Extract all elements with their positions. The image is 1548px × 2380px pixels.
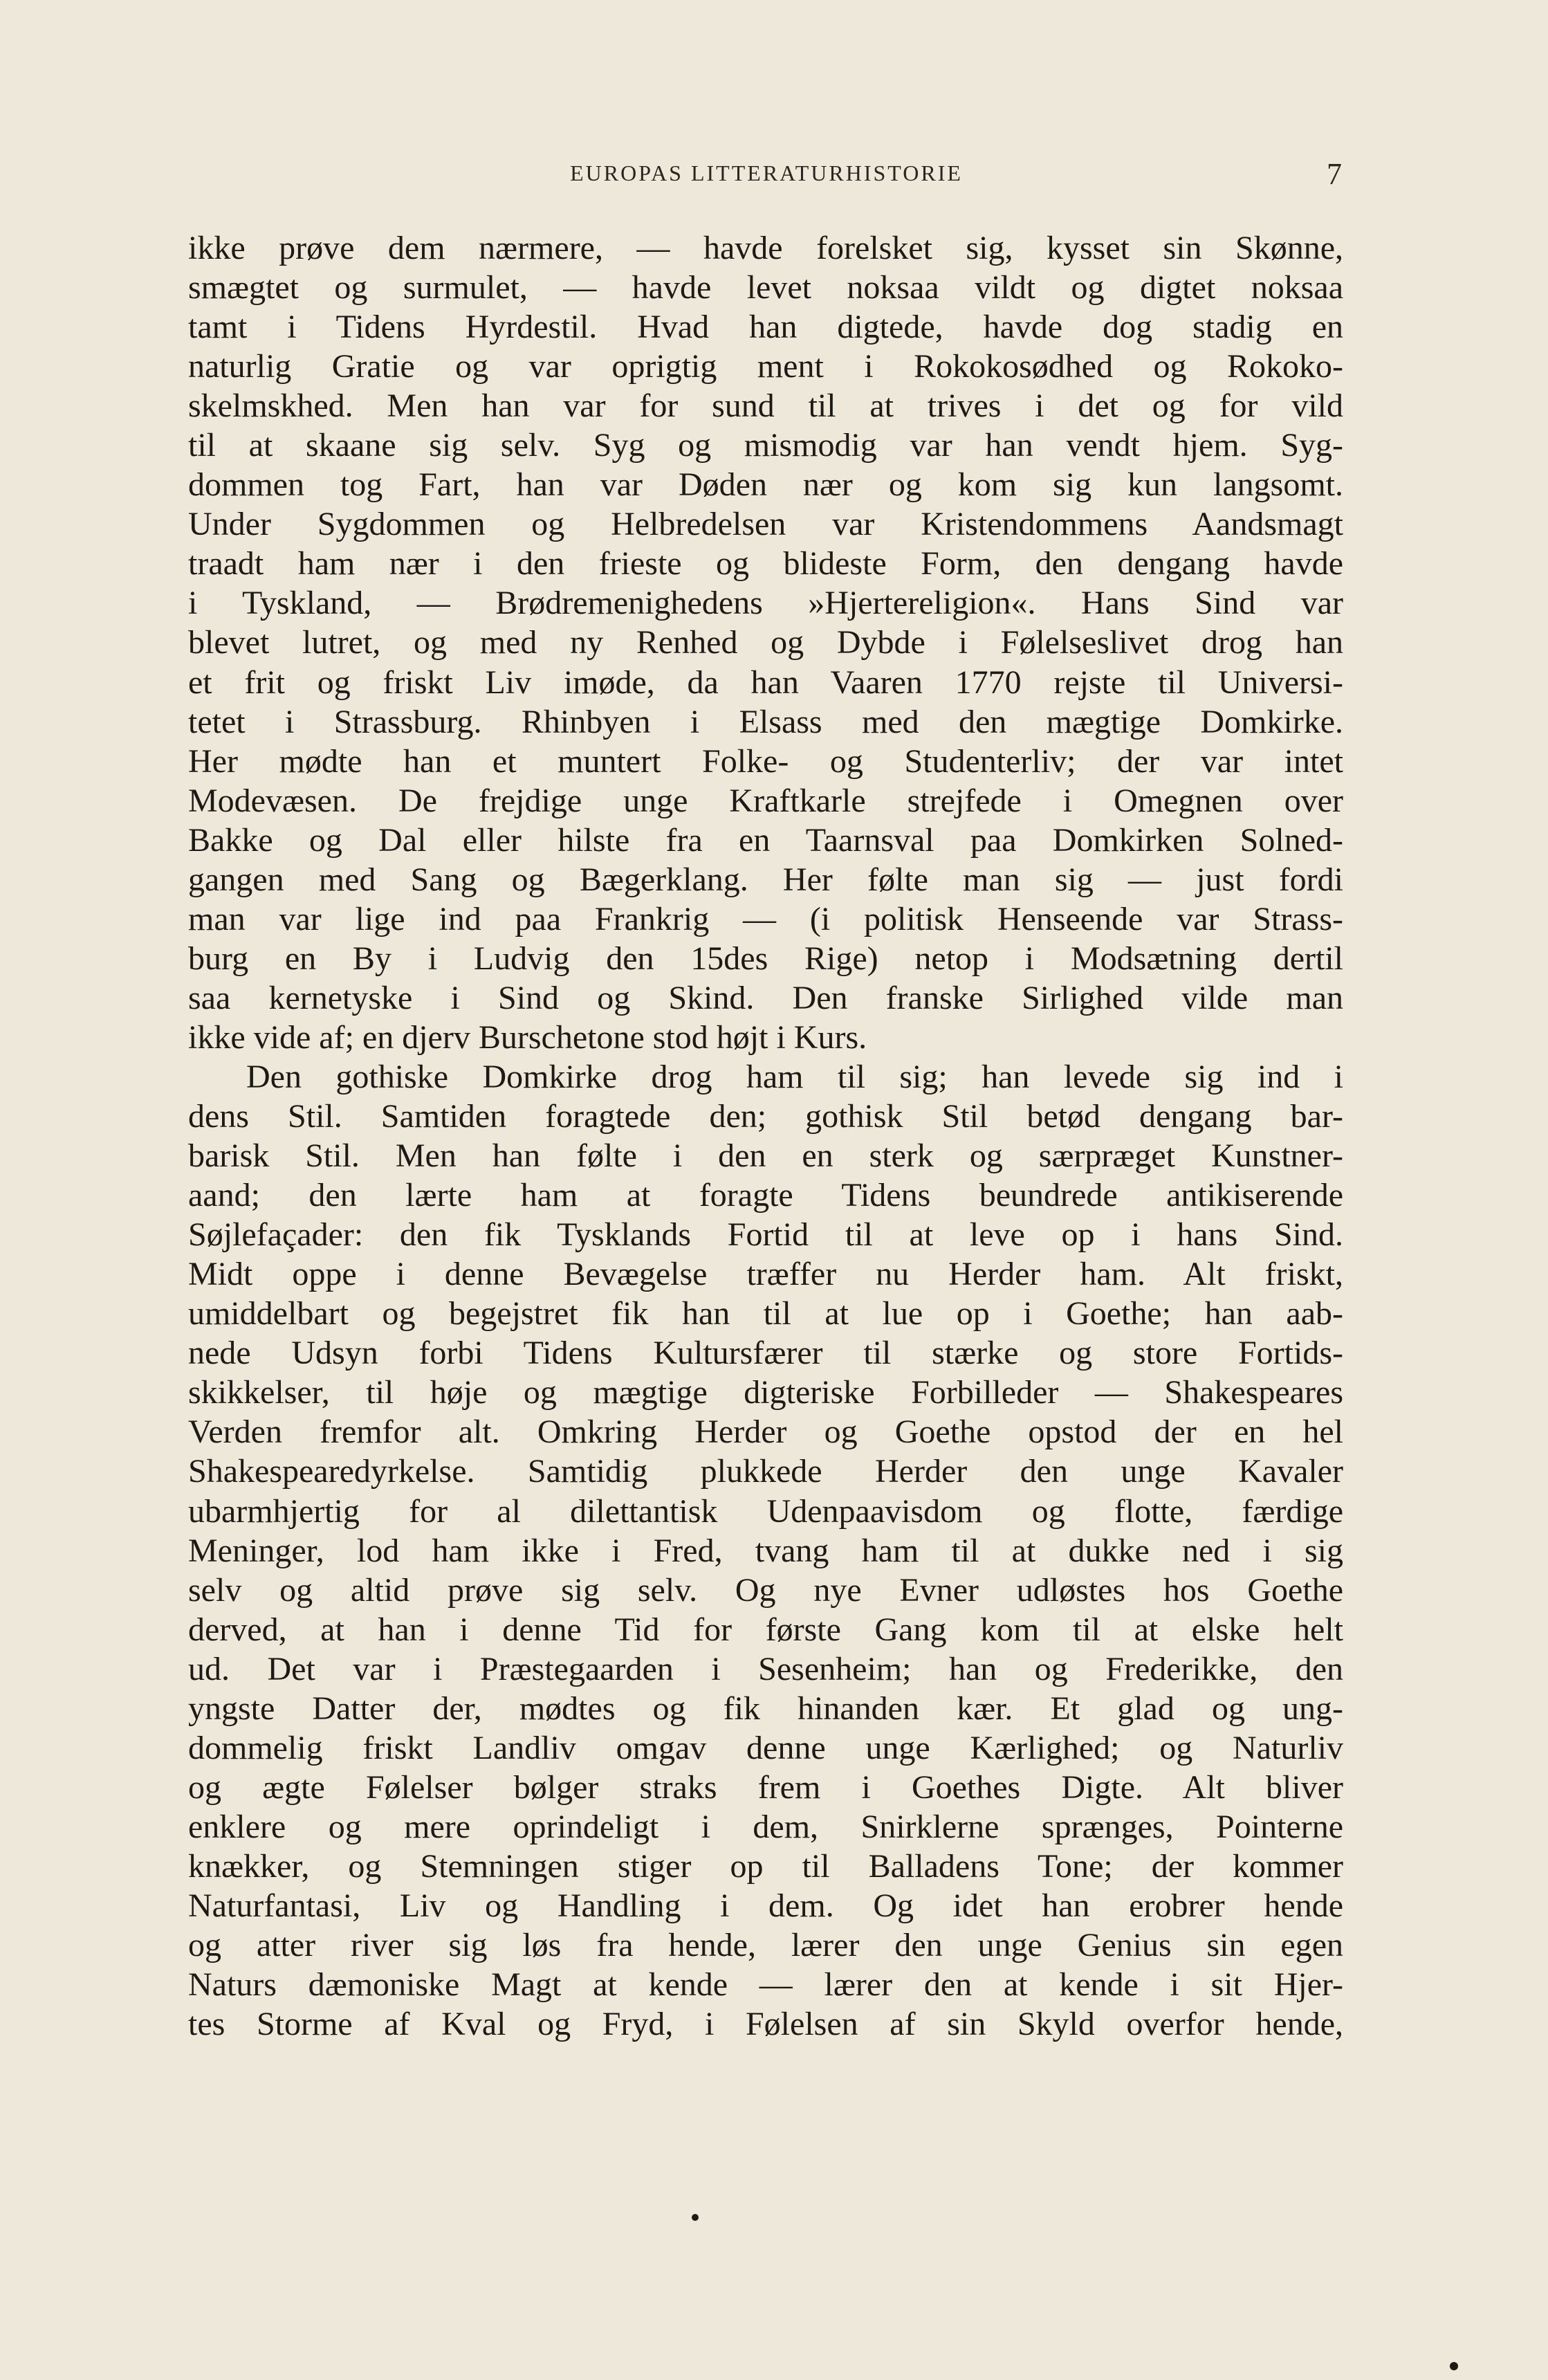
text-line: til at skaane sig selv. Syg og mismodig var han vendt hjem. Syg- bbox=[188, 427, 1343, 464]
text-line: umiddelbart og begejstret fik han til at lue op i Goethe; han aab- bbox=[188, 1295, 1343, 1333]
text-line: derved, at han i denne Tid for første Gang kom til at elske helt bbox=[188, 1611, 1343, 1648]
text-line: gangen med Sang og Bægerklang. Her følte man sig — just fordi bbox=[188, 861, 1343, 898]
text-line: Bakke og Dal eller hilste fra en Taarnsval paa Domkirken Solned- bbox=[188, 821, 1343, 859]
text-line: burg en By i Ludvig den 15des Rige) netop i Modsætning dertil bbox=[188, 940, 1343, 977]
text-line: barisk Stil. Men han følte i den en sterk og særpræget Kunstner- bbox=[188, 1137, 1343, 1175]
text-line: Shakespearedyrkelse. Samtidig plukkede Herder den unge Kavaler bbox=[188, 1453, 1343, 1490]
text-line: tes Storme af Kval og Fryd, i Følelsen af sin Skyld overfor hende, bbox=[188, 2006, 1343, 2043]
text-line: Midt oppe i denne Bevægelse træffer nu Herder ham. Alt friskt, bbox=[188, 1256, 1343, 1293]
text-line: Meninger, lod ham ikke i Fred, tvang ham til at dukke ned i sig bbox=[188, 1532, 1343, 1569]
running-head bbox=[191, 157, 1342, 202]
text-line: knækker, og Stemningen stiger op til Balladens Tone; der kommer bbox=[188, 1847, 1343, 1885]
text-line: ud. Det var i Præstegaarden i Sesenheim; han og Frederikke, den bbox=[188, 1650, 1343, 1687]
text-line: Naturs dæmoniske Magt at kende — lærer den at kende i sit Hjer- bbox=[188, 1966, 1343, 2004]
page-number: 7 bbox=[1327, 157, 1342, 191]
text-line: ubarmhjertig for al dilettantisk Udenpaavisdom og flotte, færdige bbox=[188, 1492, 1343, 1530]
text-line: og atter river sig løs fra hende, lærer den unge Genius sin egen bbox=[188, 1927, 1343, 1964]
text-line: Den gothiske Domkirke drog ham til sig; han levede sig ind i bbox=[246, 1058, 1343, 1095]
text-line: smægtet og surmulet, — havde levet noksaa vildt og digtet noksaa bbox=[188, 269, 1343, 306]
text-line: yngste Datter der, mødtes og fik hinanden kær. Et glad og ung- bbox=[188, 1690, 1343, 1727]
text-line: Modevæsen. De frejdige unge Kraftkarle strejfede i Omegnen over bbox=[188, 782, 1343, 819]
text-line: dens Stil. Samtiden foragtede den; gothisk Stil betød dengang bar- bbox=[188, 1098, 1343, 1135]
text-line: aand; den lærte ham at foragte Tidens beundrede antikiserende bbox=[188, 1177, 1343, 1214]
text-line: ikke prøve dem nærmere, — havde forelsket sig, kysset sin Skønne, bbox=[188, 230, 1343, 266]
text-line: Verden fremfor alt. Omkring Herder og Goethe opstod der en hel bbox=[188, 1413, 1343, 1451]
text-line: dommelig friskt Landliv omgav denne unge Kærlighed; og Naturliv bbox=[188, 1729, 1343, 1766]
text-line: Her mødte han et muntert Folke- og Studenterliv; der var intet bbox=[188, 742, 1343, 780]
text-line: skelmskhed. Men han var for sund til at trives i det og for vild bbox=[188, 387, 1343, 425]
text-line: og ægte Følelser bølger straks frem i Goethes Digte. Alt bliver bbox=[188, 1768, 1343, 1806]
text-line: Naturfantasi, Liv og Handling i dem. Og idet han erobrer hende bbox=[188, 1887, 1343, 1924]
text-line: selv og altid prøve sig selv. Og nye Evner udløstes hos Goethe bbox=[188, 1571, 1343, 1609]
text-line: enklere og mere oprindeligt i dem, Snirklerne sprænges, Pointerne bbox=[188, 1808, 1343, 1845]
text-line: blevet lutret, og med ny Renhed og Dybde i Følelseslivet drog han bbox=[188, 624, 1343, 661]
text-line: tetet i Strassburg. Rhinbyen i Elsass med den mægtige Domkirke. bbox=[188, 703, 1343, 740]
text-line: i Tyskland, — Brødremenighedens »Hjertereligion«. Hans Sind var bbox=[188, 585, 1343, 622]
text-line: saa kernetyske i Sind og Skind. Den franske Sirlighed vilde man bbox=[188, 979, 1343, 1016]
text-line: tamt i Tidens Hyrdestil. Hvad han digtede, havde dog stadig en bbox=[188, 309, 1343, 346]
text-line: Under Sygdommen og Helbredelsen var Kristendommens Aandsmagt bbox=[188, 506, 1343, 543]
text-line: ikke vide af; en djerv Burschetone stod højt i Kurs. bbox=[188, 1018, 867, 1056]
ink-speck bbox=[692, 2214, 699, 2221]
text-line: man var lige ind paa Frankrig — (i politisk Henseende var Strass- bbox=[188, 900, 1343, 937]
text-line: et frit og friskt Liv imøde, da han Vaaren 1770 rejste til Universi- bbox=[188, 663, 1343, 701]
text-line: Søjlefaçader: den fik Tysklands Fortid til at leve op i hans Sind. bbox=[188, 1216, 1343, 1254]
text-line: traadt ham nær i den frieste og blideste Form, den dengang havde bbox=[188, 545, 1343, 583]
ink-speck bbox=[1450, 2362, 1458, 2370]
body-text bbox=[188, 228, 1343, 2044]
running-title: EUROPAS LITTERATURHISTORIE bbox=[570, 161, 963, 185]
text-line: dommen tog Fart, han var Døden nær og kom sig kun langsomt. bbox=[188, 466, 1343, 504]
text-line: naturlig Gratie og var oprigtig ment i Rokokosødhed og Rokoko- bbox=[188, 348, 1343, 385]
text-line: skikkelser, til høje og mægtige digteriske Forbilleder — Shakespeares bbox=[188, 1374, 1343, 1411]
text-line: nede Udsyn forbi Tidens Kultursfærer til stærke og store Fortids- bbox=[188, 1335, 1343, 1372]
